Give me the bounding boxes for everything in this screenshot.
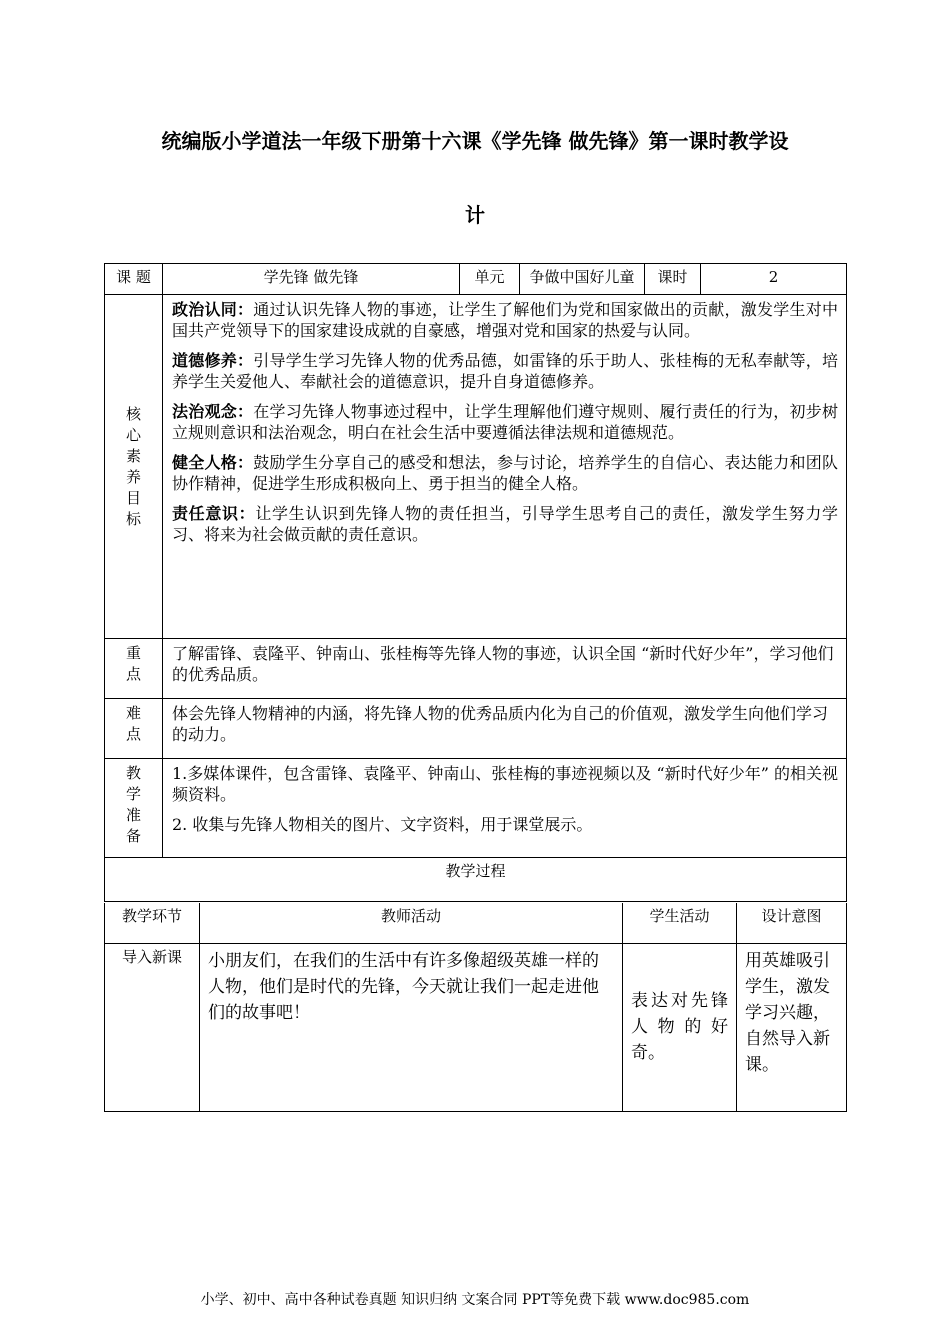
literacy-item [172, 452, 838, 494]
preparation-content [163, 759, 847, 858]
difficult-point-row [105, 699, 847, 759]
teacher-activity-cell: 小朋友们，在我们的生活中有许多像超级英雄一样的人物，他们是时代的先锋，今天就让我们一起走进他们的故事吧！ [200, 943, 623, 1111]
literacy-heading: 政治认同： [172, 300, 254, 319]
literacy-heading: 法治观念： [172, 402, 254, 421]
unit-value: 争做中国好儿童 [520, 264, 645, 295]
literacy-item [172, 350, 838, 392]
process-title: 教学过程 [105, 858, 847, 902]
header-stage: 教学环节 [105, 903, 200, 943]
literacy-item [172, 299, 838, 341]
literacy-heading: 责任意识： [172, 504, 256, 523]
hours-label: 课时 [645, 264, 701, 295]
document-title-line2: 计 [465, 203, 485, 227]
lesson-value: 学先锋 做先锋 [163, 264, 460, 295]
key-point-content: 了解雷锋、袁隆平、钟南山、张桂梅等先锋人物的事迹，认识全国 “新时代好少年”，学习他们的优秀品质。 [163, 639, 847, 699]
difficult-point-content: 体会先锋人物精神的内涵，将先锋人物的优秀品质内化为自己的价值观，激发学生向他们学习的动力。 [163, 699, 847, 759]
process-title-row [105, 858, 847, 902]
unit-label: 单元 [460, 264, 520, 295]
header-student: 学生活动 [623, 903, 737, 943]
hours-value: 2 [701, 264, 847, 295]
table-row [105, 943, 847, 1111]
document-title-line1: 统编版小学道法一年级下册第十六课《学先锋 做先锋》第一课时教学设 [161, 129, 789, 153]
literacy-item [172, 401, 838, 443]
literacy-heading: 道德修养： [172, 351, 254, 370]
process-header-row [105, 903, 847, 943]
literacy-text: 鼓励学生分享自己的感受和想法，参与讨论，培养学生的自信心、表达能力和团队协作精神，促进学生形成积极向上、勇于担当的健全人格。 [172, 453, 838, 493]
literacy-text: 通过认识先锋人物的事迹，让学生了解他们为党和国家做出的贡献，激发学生对中国共产党领导下的国家建设成就的自豪感，增强对党和国家的热爱与认同。 [172, 300, 838, 340]
literacy-heading: 健全人格： [172, 453, 254, 472]
student-activity-cell: 表达对先锋人物的好奇。 [623, 943, 737, 1111]
lesson-info-table [104, 263, 847, 902]
header-intent: 设计意图 [737, 903, 847, 943]
preparation-item: 1.多媒体课件，包含雷锋、袁隆平、钟南山、张桂梅的事迹视频以及 “新时代好少年” 的相关视频资料。 [172, 764, 838, 804]
key-point-label: 重 点 [105, 639, 163, 699]
literacy-text: 让学生认识到先锋人物的责任担当，引导学生思考自己的责任，激发学生努力学习、将来为社会做贡献的责任意识。 [172, 504, 838, 544]
key-point-row [105, 639, 847, 699]
core-literacy-row [105, 295, 847, 639]
literacy-item [172, 503, 838, 545]
literacy-text: 在学习先锋人物事迹过程中，让学生理解他们遵守规则、履行责任的行为，初步树立规则意识和法治观念，明白在社会生活中要遵循法律法规和道德规范。 [172, 402, 838, 442]
core-literacy-content [163, 295, 847, 639]
design-intent-cell: 用英雄吸引学生，激发学习兴趣，自然导入新课。 [737, 943, 847, 1111]
process-table [104, 903, 847, 1112]
preparation-label: 教 学 准 备 [105, 759, 163, 858]
preparation-item: 2. 收集与先锋人物相关的图片、文字资料，用于课堂展示。 [172, 815, 593, 834]
lesson-label: 课 题 [105, 264, 163, 295]
info-row [105, 264, 847, 295]
difficult-point-label: 难 点 [105, 699, 163, 759]
literacy-text: 引导学生学习先锋人物的优秀品德，如雷锋的乐于助人、张桂梅的无私奉献等，培养学生关爱他人、奉献社会的道德意识，提升自身道德修养。 [172, 351, 838, 391]
header-teacher: 教师活动 [200, 903, 623, 943]
core-literacy-label: 核 心 素 养 目 标 [105, 295, 163, 639]
stage-cell: 导入新课 [105, 943, 200, 1111]
preparation-row [105, 759, 847, 858]
page-footer: 小学、初中、高中各种试卷真题 知识归纳 文案合同 PPT等免费下载 www.doc985.com [200, 1292, 750, 1308]
